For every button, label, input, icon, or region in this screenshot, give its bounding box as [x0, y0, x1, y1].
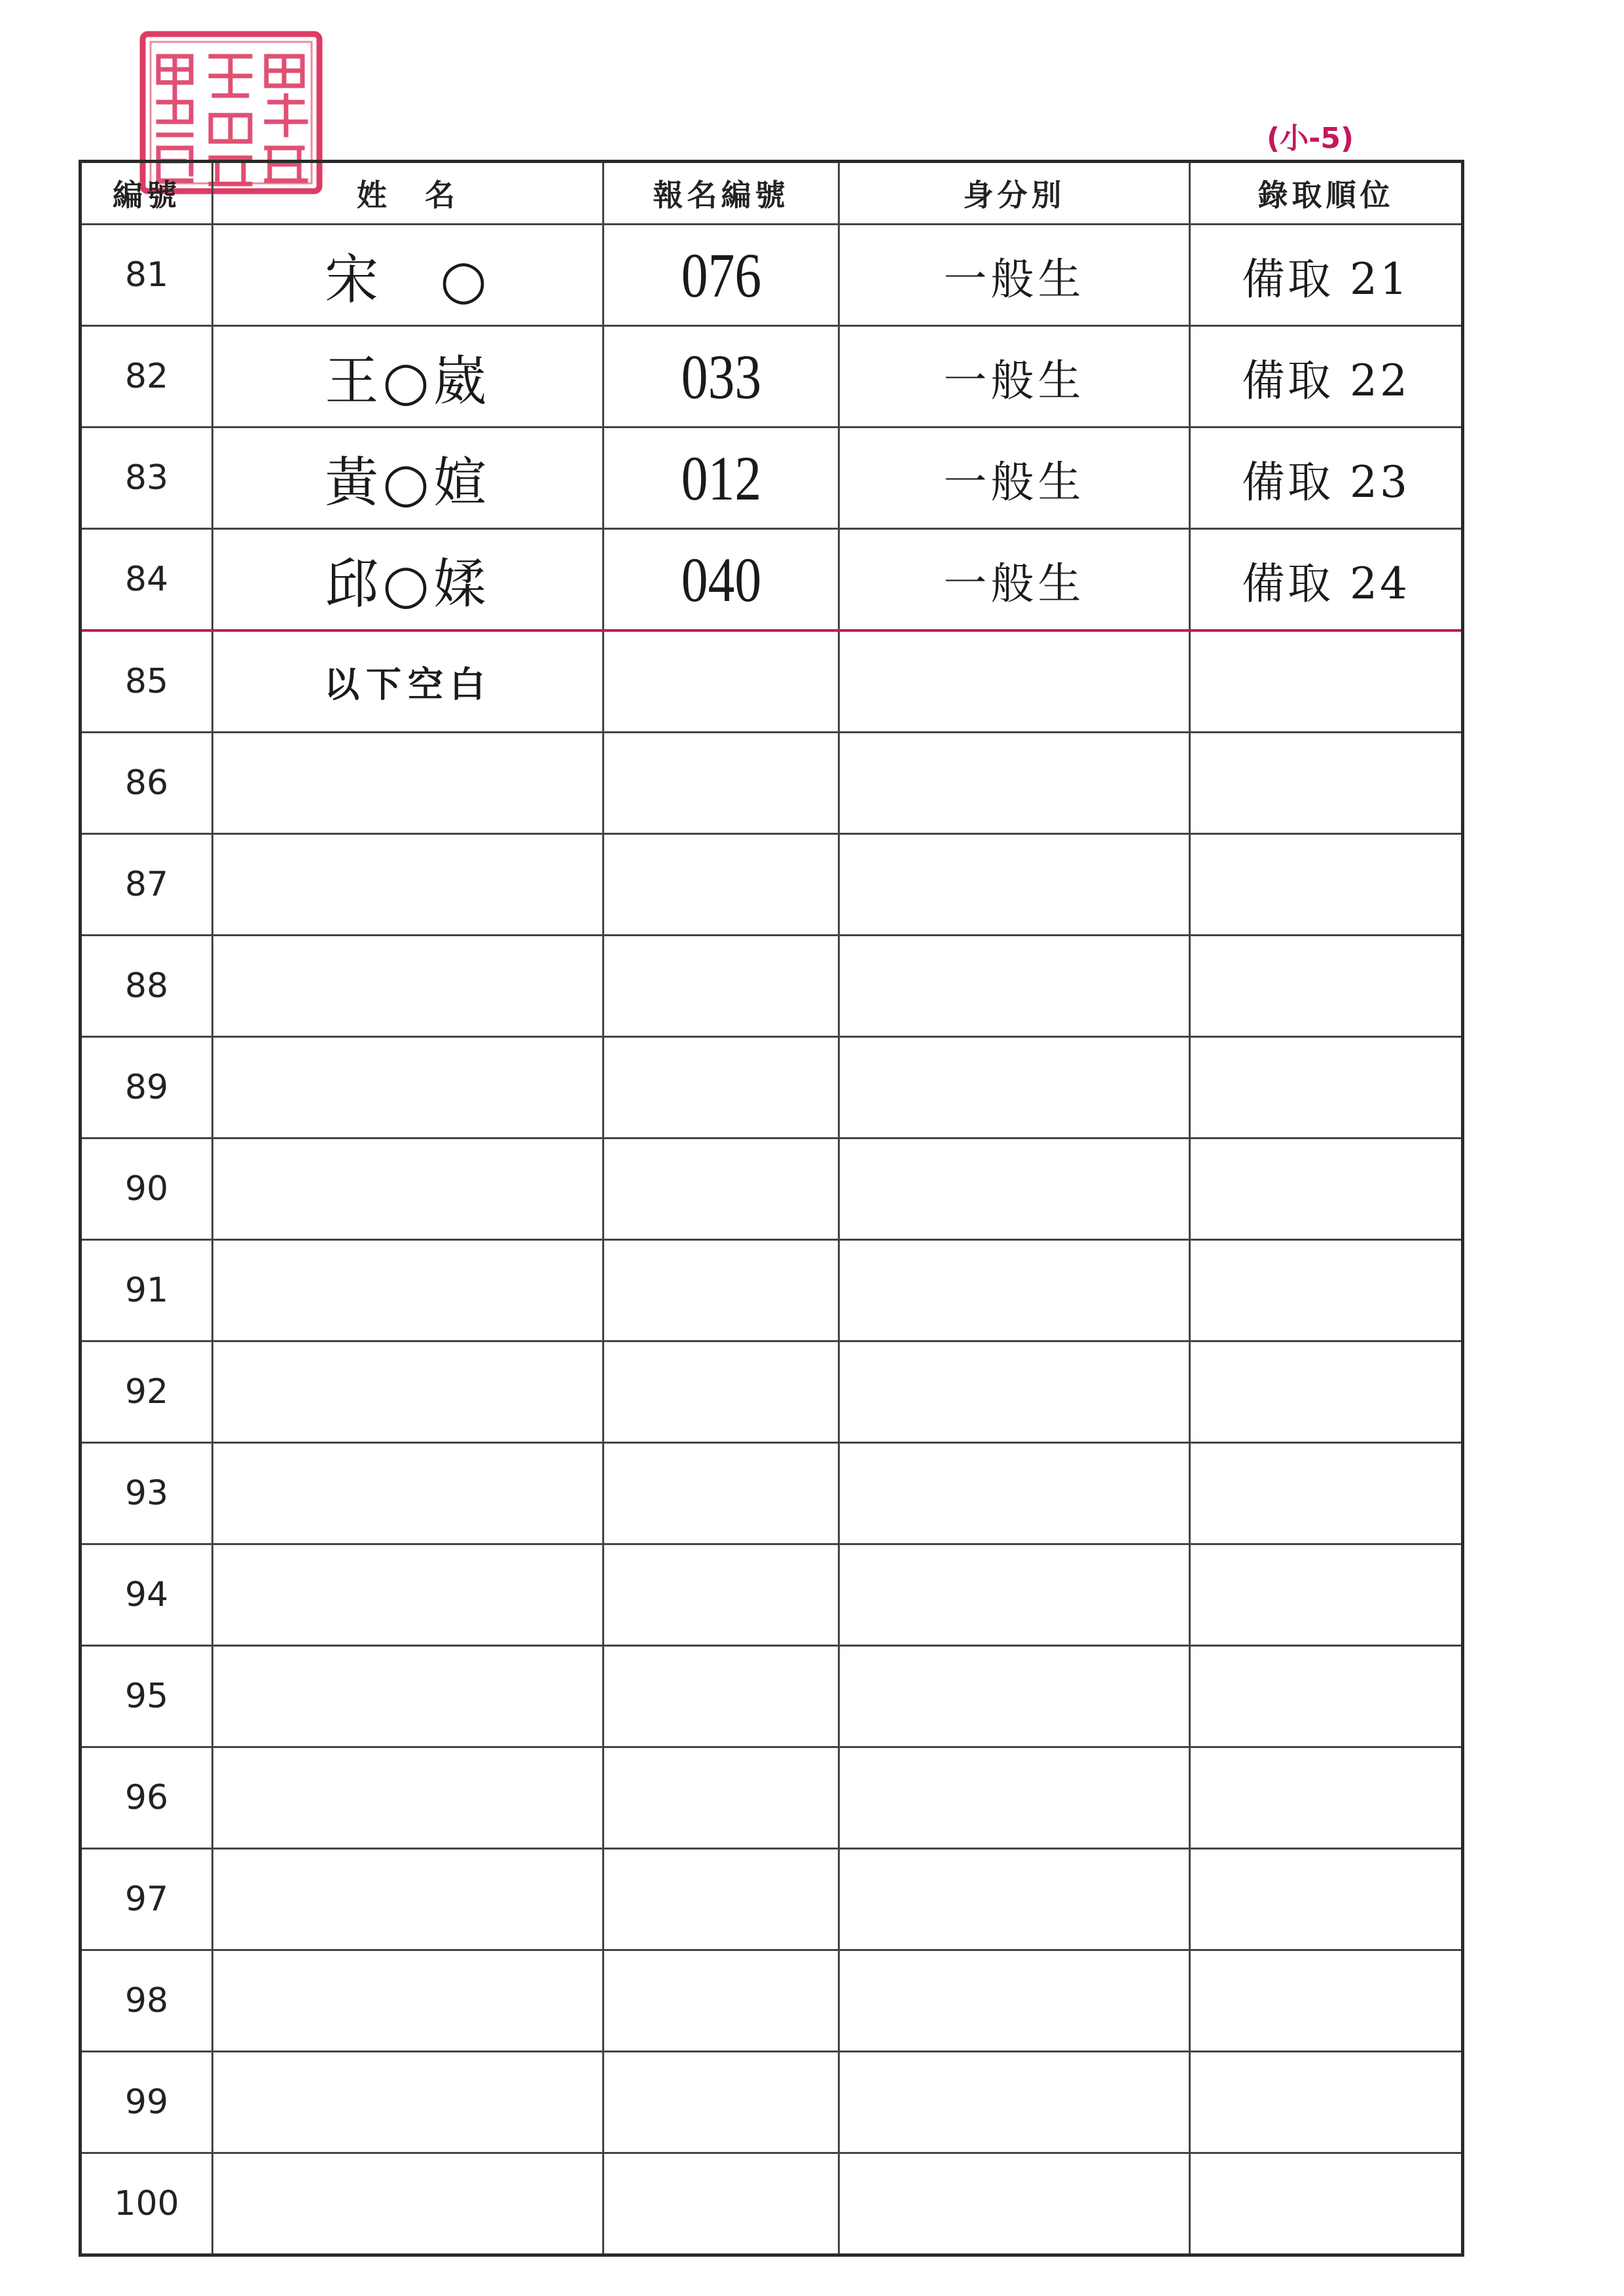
admission-rank	[1190, 1747, 1463, 1849]
applicant-name	[213, 1849, 604, 1950]
registration-number	[604, 1544, 839, 1646]
registration-number	[604, 1139, 839, 1240]
registration-number-cell	[604, 225, 839, 326]
applicant-name	[213, 1037, 604, 1139]
table-row	[81, 1747, 1463, 1849]
identity-category	[839, 733, 1190, 834]
registration-number	[604, 733, 839, 834]
admission-rank	[1190, 1139, 1463, 1240]
row-number: 86	[81, 733, 213, 834]
table-row	[81, 1139, 1463, 1240]
applicant-name: 王○崴	[213, 326, 604, 428]
row-number: 90	[81, 1139, 213, 1240]
identity-category: 一般生	[839, 225, 1190, 326]
identity-category	[839, 1139, 1190, 1240]
applicant-name	[213, 733, 604, 834]
identity-category	[839, 1341, 1190, 1443]
row-number: 98	[81, 1950, 213, 2052]
page-code: (小-5)	[1267, 122, 1354, 155]
header-admission-rank: 錄取順位	[1190, 162, 1463, 225]
admission-roster-table	[79, 160, 1464, 2257]
registration-number	[604, 1950, 839, 2052]
header-identity-category: 身分別	[839, 162, 1190, 225]
admission-rank	[1190, 936, 1463, 1037]
identity-category: 一般生	[839, 326, 1190, 428]
table-row	[81, 1544, 1463, 1646]
table-row	[81, 1037, 1463, 1139]
applicant-name: 宋 ○	[213, 225, 604, 326]
registration-number: 033	[681, 341, 761, 412]
registration-number	[604, 1747, 839, 1849]
registration-number-cell	[604, 326, 839, 428]
registration-number: 012	[681, 443, 761, 513]
row-number: 92	[81, 1341, 213, 1443]
registration-number: 076	[681, 240, 761, 310]
registration-number	[604, 1646, 839, 1747]
admission-rank	[1190, 834, 1463, 936]
header-registration-number: 報名編號	[604, 162, 839, 225]
admission-rank	[1190, 1646, 1463, 1747]
identity-category: 一般生	[839, 428, 1190, 529]
registration-number	[604, 834, 839, 936]
identity-category	[839, 936, 1190, 1037]
registration-number	[604, 2153, 839, 2255]
applicant-name	[213, 1544, 604, 1646]
row-number: 99	[81, 2052, 213, 2153]
table-row	[81, 2052, 1463, 2153]
row-number: 94	[81, 1544, 213, 1646]
identity-category	[839, 1950, 1190, 2052]
applicant-name	[213, 2052, 604, 2153]
admission-rank	[1190, 1240, 1463, 1341]
identity-category	[839, 834, 1190, 936]
applicant-name: 邱○媃	[213, 529, 604, 631]
header-name: 姓 名	[213, 162, 604, 225]
registration-number	[604, 630, 839, 733]
table-row	[81, 1646, 1463, 1747]
applicant-name	[213, 834, 604, 936]
applicant-name	[213, 1139, 604, 1240]
header-number: 編號	[81, 162, 213, 225]
registration-number	[604, 1443, 839, 1544]
row-number: 93	[81, 1443, 213, 1544]
registration-number: 040	[681, 544, 761, 615]
registration-number	[604, 2052, 839, 2153]
admission-rank: 備取 24	[1190, 529, 1463, 631]
table-row	[81, 834, 1463, 936]
registration-number	[604, 1037, 839, 1139]
registration-number-cell	[604, 529, 839, 631]
row-number: 100	[81, 2153, 213, 2255]
header-row	[81, 162, 1463, 225]
table-row	[81, 1950, 1463, 2052]
applicant-name	[213, 1341, 604, 1443]
table-row	[81, 428, 1463, 529]
applicant-name	[213, 1646, 604, 1747]
table-row	[81, 529, 1463, 631]
row-number: 87	[81, 834, 213, 936]
applicant-name	[213, 2153, 604, 2255]
admission-rank	[1190, 2153, 1463, 2255]
row-number: 81	[81, 225, 213, 326]
identity-category	[839, 1849, 1190, 1950]
admission-rank	[1190, 2052, 1463, 2153]
identity-category	[839, 2052, 1190, 2153]
admission-rank	[1190, 1341, 1463, 1443]
row-number: 82	[81, 326, 213, 428]
table-row	[81, 2153, 1463, 2255]
row-number: 88	[81, 936, 213, 1037]
blank-below-note: 以下空白	[213, 630, 604, 733]
table-row	[81, 1443, 1463, 1544]
admission-rank	[1190, 630, 1463, 733]
identity-category	[839, 2153, 1190, 2255]
table-row	[81, 1341, 1463, 1443]
registration-number-cell	[604, 428, 839, 529]
admission-rank	[1190, 1037, 1463, 1139]
table-row	[81, 733, 1463, 834]
identity-category	[839, 1646, 1190, 1747]
registration-number	[604, 1240, 839, 1341]
admission-rank: 備取 23	[1190, 428, 1463, 529]
row-number: 96	[81, 1747, 213, 1849]
identity-category	[839, 1240, 1190, 1341]
registration-number	[604, 936, 839, 1037]
applicant-name	[213, 1950, 604, 2052]
admission-rank: 備取 22	[1190, 326, 1463, 428]
row-number: 97	[81, 1849, 213, 1950]
registration-number	[604, 1341, 839, 1443]
admission-rank	[1190, 1950, 1463, 2052]
row-number: 83	[81, 428, 213, 529]
applicant-name	[213, 1747, 604, 1849]
table-row	[81, 225, 1463, 326]
table-row	[81, 630, 1463, 733]
row-number: 91	[81, 1240, 213, 1341]
table-row	[81, 936, 1463, 1037]
table-row	[81, 326, 1463, 428]
identity-category	[839, 1037, 1190, 1139]
applicant-name	[213, 1240, 604, 1341]
registration-number	[604, 1849, 839, 1950]
applicant-name	[213, 1443, 604, 1544]
identity-category	[839, 1747, 1190, 1849]
identity-category	[839, 1443, 1190, 1544]
table-row	[81, 1240, 1463, 1341]
identity-category	[839, 1544, 1190, 1646]
row-number: 95	[81, 1646, 213, 1747]
table-row	[81, 1849, 1463, 1950]
admission-rank: 備取 21	[1190, 225, 1463, 326]
admission-rank	[1190, 1849, 1463, 1950]
applicant-name	[213, 936, 604, 1037]
row-number: 84	[81, 529, 213, 631]
row-number: 89	[81, 1037, 213, 1139]
admission-rank	[1190, 733, 1463, 834]
admission-rank	[1190, 1544, 1463, 1646]
row-number: 85	[81, 630, 213, 733]
identity-category: 一般生	[839, 529, 1190, 631]
applicant-name: 黃○媗	[213, 428, 604, 529]
admission-rank	[1190, 1443, 1463, 1544]
identity-category	[839, 630, 1190, 733]
